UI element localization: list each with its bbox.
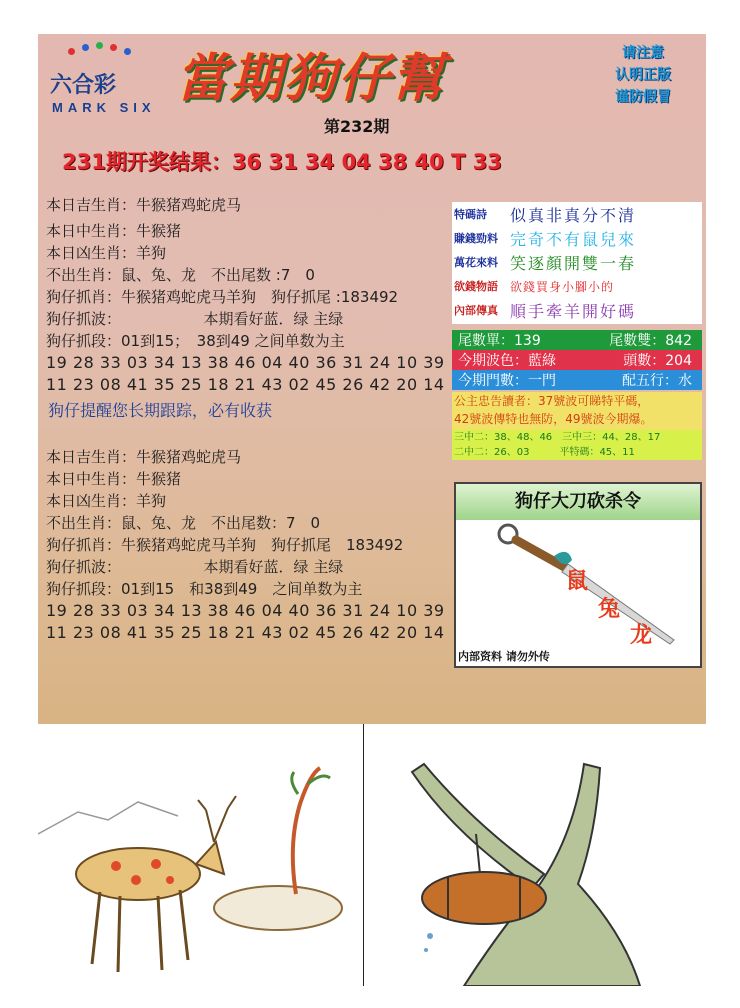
stat-right: 尾數雙：842	[609, 333, 692, 349]
authenticity-notice	[604, 42, 682, 108]
poem-value: 笑逐顏開雙一春	[510, 253, 637, 273]
poem-value: 完奇不有鼠兒來	[510, 229, 637, 249]
reminder-text: 狗仔提醒您长期跟踪，必有收获	[48, 401, 273, 420]
notice-line: 请注意	[622, 45, 664, 61]
stat-row	[452, 350, 702, 370]
notice-line: 谨防假冒	[615, 89, 671, 105]
kill-order-footer: 内部资料 请勿外传	[458, 650, 550, 663]
block2-numbers: 11 23 08 41 35 25 18 21 43 02 45 26 42 20 14	[46, 623, 445, 642]
kill-order-title: 狗仔大刀砍杀令	[456, 484, 700, 520]
block2-numbers: 19 28 33 03 34 13 38 46 04 40 36 31 24 10 39	[46, 601, 445, 620]
kill-order-panel	[454, 482, 702, 668]
poem-panel	[452, 202, 702, 324]
block2-line: 狗仔抓波： 本期看好蓝．绿 主绿	[46, 558, 344, 576]
illustration-strip	[38, 724, 706, 986]
block1-line: 狗仔抓段：01到15； 38到49 之间单数为主	[46, 332, 345, 350]
poem-key: 萬花來料	[454, 256, 498, 269]
combo-line: 三中二：38、48、46 三中三：44、28、17	[454, 432, 661, 443]
combo-line: 二中二：26、03 平特碼：45、11	[454, 447, 635, 458]
block2-line: 本日中生肖：牛猴猪	[46, 470, 182, 488]
poem-value: 欲錢買身小腳小的	[510, 279, 615, 294]
poem-key: 賺錢勁料	[454, 232, 498, 245]
block2-line: 本日凶生肖：羊狗	[46, 492, 167, 510]
poem-row	[452, 250, 636, 274]
block1-line: 本日中生肖：牛猴猪	[46, 222, 182, 240]
notice-line: 认明正版	[615, 67, 671, 83]
poem-value: 似真非真分不清	[510, 205, 637, 225]
deer-illustration-icon	[38, 724, 363, 986]
kill-animal: 龙	[630, 623, 653, 648]
stat-row	[452, 330, 702, 350]
issue-number: 第232期	[324, 117, 390, 136]
block2-line: 不出生肖：鼠、兔、龙 不出尾数：7 0	[46, 514, 321, 532]
tree-barrel-illustration-icon	[364, 724, 706, 986]
combo-box	[452, 430, 702, 460]
poem-key: 特碼詩	[454, 208, 487, 221]
mark-six-logo	[46, 42, 178, 116]
stat-right: 配五行：水	[622, 373, 692, 389]
stat-right: 頭數：204	[623, 353, 692, 369]
stat-left: 尾數單：139	[458, 333, 541, 349]
advice-line: 42號波傳特也無防，49號波今期爆。	[454, 412, 653, 426]
poem-key: 欲錢物語	[454, 280, 498, 293]
block1-numbers: 19 28 33 03 34 13 38 46 04 40 36 31 24 10 39	[46, 353, 445, 372]
block1-line: 不出生肖：鼠、兔、龙 不出尾数 :7 0	[46, 266, 315, 284]
logo-mark: MARK SIX	[52, 100, 156, 115]
advice-box	[452, 392, 702, 430]
kill-animal: 鼠	[566, 569, 589, 594]
stat-row	[452, 370, 702, 390]
poem-value: 順手牽羊開好碼	[510, 301, 637, 321]
prediction-block-2	[46, 446, 445, 644]
stat-left: 今期門數：一門	[458, 373, 556, 389]
lottery-sheet	[38, 34, 706, 724]
block2-line: 本日吉生肖：牛猴猪鸡蛇虎马	[46, 448, 242, 466]
kill-animal: 兔	[598, 597, 621, 622]
poem-row	[452, 274, 614, 298]
block1-line: 狗仔抓肖：牛猴猪鸡蛇虎马羊狗 狗仔抓尾 :183492	[46, 288, 399, 306]
logo-brand: 六合彩	[50, 72, 117, 98]
poem-row	[452, 226, 636, 250]
advice-line: 公主忠告讀者：37號波可睇特平碼，	[454, 394, 650, 408]
poem-row	[452, 298, 636, 322]
main-title: 當期狗仔幫	[176, 48, 447, 109]
block1-line: 狗仔抓波： 本期看好蓝．绿 主绿	[46, 310, 344, 328]
block1-numbers: 11 23 08 41 35 25 18 21 43 02 45 26 42 20 14	[46, 375, 445, 394]
previous-result: 231期开奖结果：36 31 34 04 38 40 T 33	[62, 150, 502, 174]
block1-line: 本日吉生肖：牛猴猪鸡蛇虎马	[46, 196, 242, 214]
stat-left: 今期波色：藍綠	[458, 353, 556, 369]
poem-key: 內部傳真	[454, 304, 498, 317]
poem-row	[452, 202, 636, 226]
prediction-block-1	[46, 194, 445, 396]
block2-line: 狗仔抓肖：牛猴猪鸡蛇虎马羊狗 狗仔抓尾 183492	[46, 536, 404, 554]
block2-line: 狗仔抓段：01到15 和38到49 之间单数为主	[46, 580, 363, 598]
block1-line: 本日凶生肖：羊狗	[46, 244, 167, 262]
